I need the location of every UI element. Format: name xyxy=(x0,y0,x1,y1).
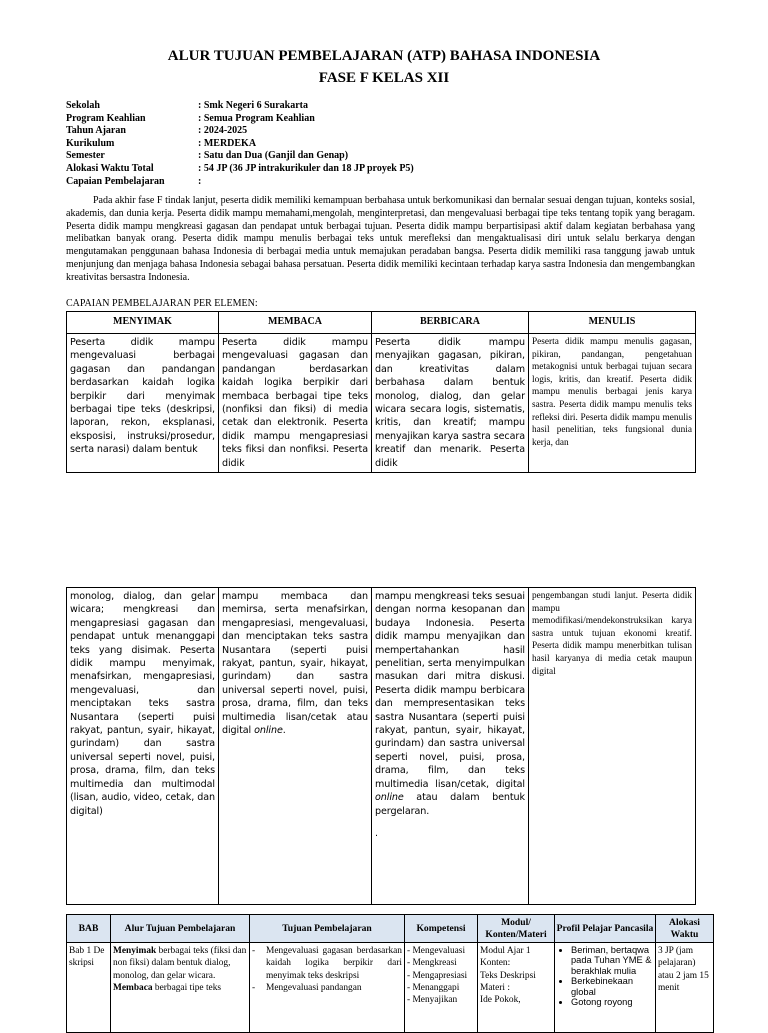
info-value: : 2024-2025 xyxy=(198,125,248,137)
membaca-text: mampu membaca dan memirsa, serta menafsirkan, mengapresiasi, mengevaluasi, dan menciptakan teks sastra Nusantara (seperti puisi rakyat, pantun, syair, hikayat, gurindam) dan sastra universal seperti novel, puisi, prosa, drama, film, dan teks multimedia lisan/cetak atau digital xyxy=(222,591,368,737)
header-menulis: MENULIS xyxy=(529,312,696,334)
header-kompetensi: Kompetensi xyxy=(405,915,478,943)
info-label: Tahun Ajaran xyxy=(66,125,126,137)
membaca-end: . xyxy=(282,725,286,737)
alur-membaca xyxy=(113,982,247,994)
cell-menulis: pengembangan studi lanjut. Peserta didik mampu memodifikasi/mendekonstruksikan karya sastra untuk tujuan ekonomi kreatif. Peserta didik mampu menerbitkan tulisan hasil karyanya di media cetak maupun digital xyxy=(529,588,696,905)
header-membaca: MEMBACA xyxy=(219,312,372,334)
document-title: ALUR TUJUAN PEMBELAJARAN (ATP) BAHASA INDONESIA xyxy=(167,48,601,64)
info-value: : Smk Negeri 6 Surakarta xyxy=(198,100,308,111)
info-row xyxy=(66,163,414,176)
modul-line: Modul Ajar 1 xyxy=(480,946,531,956)
info-label: Semester xyxy=(66,150,105,162)
profil-item: • Beriman, bertaqwa pada Tuhan YME & berakhlak mulia xyxy=(571,945,653,976)
info-value: : xyxy=(198,175,202,187)
cell-menyimak: monolog, dialog, dan gelar wicara; mengkreasi dan mengapresiasi gagasan dan pendapat untuk menanggapi teks yang disimak. Peserta didik mampu menyimak, menafsirkan, mengapresiasi, mengevaluasi, dan menciptakan teks sastra Nusantara (seperti puisi rakyat, pantun, syair, hikayat, gurindam) dan sastra universal seperti novel, puisi, prosa, drama, film, dan teks multimedia dan multimodal (lisan, audio, video, cetak, dan digital) xyxy=(67,588,219,905)
info-row xyxy=(66,150,414,163)
kompetensi-item: - Menanggapi xyxy=(407,982,460,993)
tujuan-item: - Mengevaluasi pandangan xyxy=(252,982,362,993)
capaian-paragraph: Pada akhir fase F tindak lanjut, peserta didik memiliki kemampuan berbahasa untuk berkomunikasi dan bernalar sesuai dengan tujuan, konteks sosial, akademis, dan dunia kerja. Peserta didik mampu memahami,mengolah, menginterpretasi, dan mengevaluasi berbagai tipe teks tentang topik yang beragam. Peserta didik mampu mengkreasi gagasan dan pendapat untuk berbagai tujuan. Peserta didik mampu berpartisipasi aktif dalam kegiatan berbahasa yang melibatkan banyak orang. Peserta didik mampu menulis berbagai teks untuk merefleksi dan mengaktualisasi diri untuk selalu berkarya dengan mengutamakan penggunaan bahasa Indonesia di berbagai media untuk memajukan peradaban bangsa. Peserta didik memiliki rasa tanggung jawab untuk menjunjung dan menjaga bahasa Indonesia sebagai bahasa persatuan. Peserta didik memiliki kecintaan terhadap karya sastra Indonesia dan mengembangkan kreativitas bersastra Indonesia. xyxy=(66,195,695,283)
tujuan-text: Mengevaluasi gagasan berdasarkan kaidah logika berpikir dari menyimak teks deskripsi xyxy=(266,946,402,981)
info-value: : MERDEKA xyxy=(198,137,257,149)
info-value: : Semua Program Keahlian xyxy=(198,112,315,124)
elemen-row xyxy=(67,588,696,905)
cell-alokasi: 3 JP (jam pelajaran) atau 2 jam 15 menit xyxy=(656,943,714,1033)
info-label: Sekolah xyxy=(66,100,100,111)
cell-membaca: Peserta didik mampu mengevaluasi gagasan dan pandangan berdasarkan kaidah logika berpikir dari membaca berbagai tipe teks (nonfiksi dan fiksi) di media cetak dan elektronik. Peserta didik mampu mengapresiasi teks fiksi dan nonfiksi. Peserta didik xyxy=(219,334,372,473)
cell-modul xyxy=(478,943,555,1033)
elemen-table-part2 xyxy=(66,587,696,905)
header-bab: BAB xyxy=(67,915,111,943)
kompetensi-item: - Mengevaluasi xyxy=(407,946,466,956)
profil-list xyxy=(557,945,653,1007)
info-label: Capaian Pembelajaran xyxy=(66,175,165,187)
info-row xyxy=(66,138,414,151)
cell-bab: Bab 1 Deskripsi xyxy=(67,943,111,1033)
cell-tujuan xyxy=(250,943,405,1033)
alur-bold: Menyimak xyxy=(113,946,157,956)
info-label: Kurikulum xyxy=(66,137,115,149)
berbicara-text: mampu mengkreasi teks sesuai dengan norma kesopanan dan budaya Indonesia. Peserta didik mampu menyajikan dan mempertahankan hasil penelitian, serta menyimpulkan masukan dari mitra diskusi. Peserta didik mampu berbicara dan mempresentasikan teks sastra Nusantara (seperti puisi rakyat, pantun, syair, hikayat, gurindam) dan sastra universal seperti novel, puisi, prosa, drama, film, dan teks multimedia lisan/cetak, digital xyxy=(375,591,525,790)
cell-kompetensi xyxy=(405,943,478,1033)
header-alur: Alur Tujuan Pembelajaran xyxy=(111,915,250,943)
profil-item: • Gotong royong xyxy=(571,997,653,1007)
elemen-table-part1 xyxy=(66,311,696,473)
elemen-row xyxy=(67,334,696,473)
kompetensi-item: - Mengkreasi xyxy=(407,958,457,969)
cell-berbicara: Peserta didik mampu menyajikan gagasan, pikiran, dan kreativitas dalam berbahasa dalam bentuk monolog, dialog, dan gelar wicara secara logis, sistematis, kritis, dan kreatif; mampu menyajikan karya sastra secara kreatif dan menarik. Peserta didik xyxy=(372,334,529,473)
info-label: Program Keahlian xyxy=(66,112,146,124)
info-row xyxy=(66,176,414,189)
atp-table xyxy=(66,914,714,1033)
cell-menyimak: Peserta didik mampu mengevaluasi berbagai gagasan dan pandangan berdasarkan kaidah logika berpikir dari menyimak berbagai tipe teks (deskripsi, laporan, rekon, eksplanasi, eksposisi, instruksi/prosedur, serta narasi) dalam bentuk xyxy=(67,334,219,473)
info-value: : 54 JP (36 JP intrakurikuler dan 18 JP proyek P5) xyxy=(198,162,414,174)
tujuan-item: - Mengevaluasi gagasan berdasarkan kaidah logika berpikir dari menyimak teks deskripsi xyxy=(252,946,402,981)
header-berbicara: BERBICARA xyxy=(372,312,529,334)
header-tujuan: Tujuan Pembelajaran xyxy=(250,915,405,943)
info-row xyxy=(66,100,414,113)
berbicara-italic: online xyxy=(375,792,404,804)
header-modul: Modul/ Konten/Materi xyxy=(478,915,555,943)
modul-line: Teks Deskripsi xyxy=(480,970,536,981)
info-row xyxy=(66,113,414,126)
alur-bold: Membaca xyxy=(113,982,153,993)
cell-berbicara xyxy=(372,588,529,905)
modul-line: Materi : xyxy=(480,982,510,993)
header-alokasi: Alokasi Waktu xyxy=(656,915,714,943)
document-subtitle: FASE F KELAS XII xyxy=(318,70,450,86)
modul-line: Ide Pokok, xyxy=(480,995,521,1006)
elemen-header-row xyxy=(67,312,696,334)
tujuan-text: Mengevaluasi pandangan xyxy=(266,982,362,993)
info-value: : Satu dan Dua (Ganjil dan Genap) xyxy=(198,150,349,162)
cell-menulis: Peserta didik mampu menulis gagasan, pikiran, pandangan, pengetahuan metakognisi untuk berbagai tujuan secara logis, kritis, dan kreatif. Peserta didik mampu menulis berbagai jenis karya sastra. Peserta didik mampu menulis teks refleksi diri. Peserta didik mampu menulis hasil penelitian, teks fungsional dunia kerja, dan xyxy=(529,334,696,473)
modul-line: Konten: xyxy=(480,958,511,969)
cell-profil xyxy=(555,943,656,1033)
profil-item: • Berkebinekaan global xyxy=(571,976,653,997)
info-row xyxy=(66,125,414,138)
alur-text: berbagai tipe teks xyxy=(152,982,222,993)
berbicara-text-end: atau dalam bentuk pergelaran. xyxy=(375,792,525,817)
header-profil: Profil Pelajar Pancasila xyxy=(555,915,656,943)
berbicara-dot: . xyxy=(375,827,378,839)
info-label: Alokasi Waktu Total xyxy=(66,162,154,174)
header-menyimak: MENYIMAK xyxy=(67,312,219,334)
elemen-heading: CAPAIAN PEMBELAJARAN PER ELEMEN: xyxy=(66,298,258,309)
school-info xyxy=(66,100,414,188)
atp-header-row xyxy=(67,915,714,943)
alur-menyimak xyxy=(113,945,247,982)
kompetensi-item: - Menyajikan xyxy=(407,995,458,1006)
cell-membaca xyxy=(219,588,372,905)
alur-text: berbagai teks (fiksi dan non fiksi) dalam bentuk dialog, monolog, dan gelar wicara. xyxy=(113,946,247,981)
atp-row xyxy=(67,943,714,1033)
membaca-italic: online xyxy=(254,725,283,737)
kompetensi-item: - Mengapresiasi xyxy=(407,970,468,981)
cell-alur xyxy=(111,943,250,1033)
